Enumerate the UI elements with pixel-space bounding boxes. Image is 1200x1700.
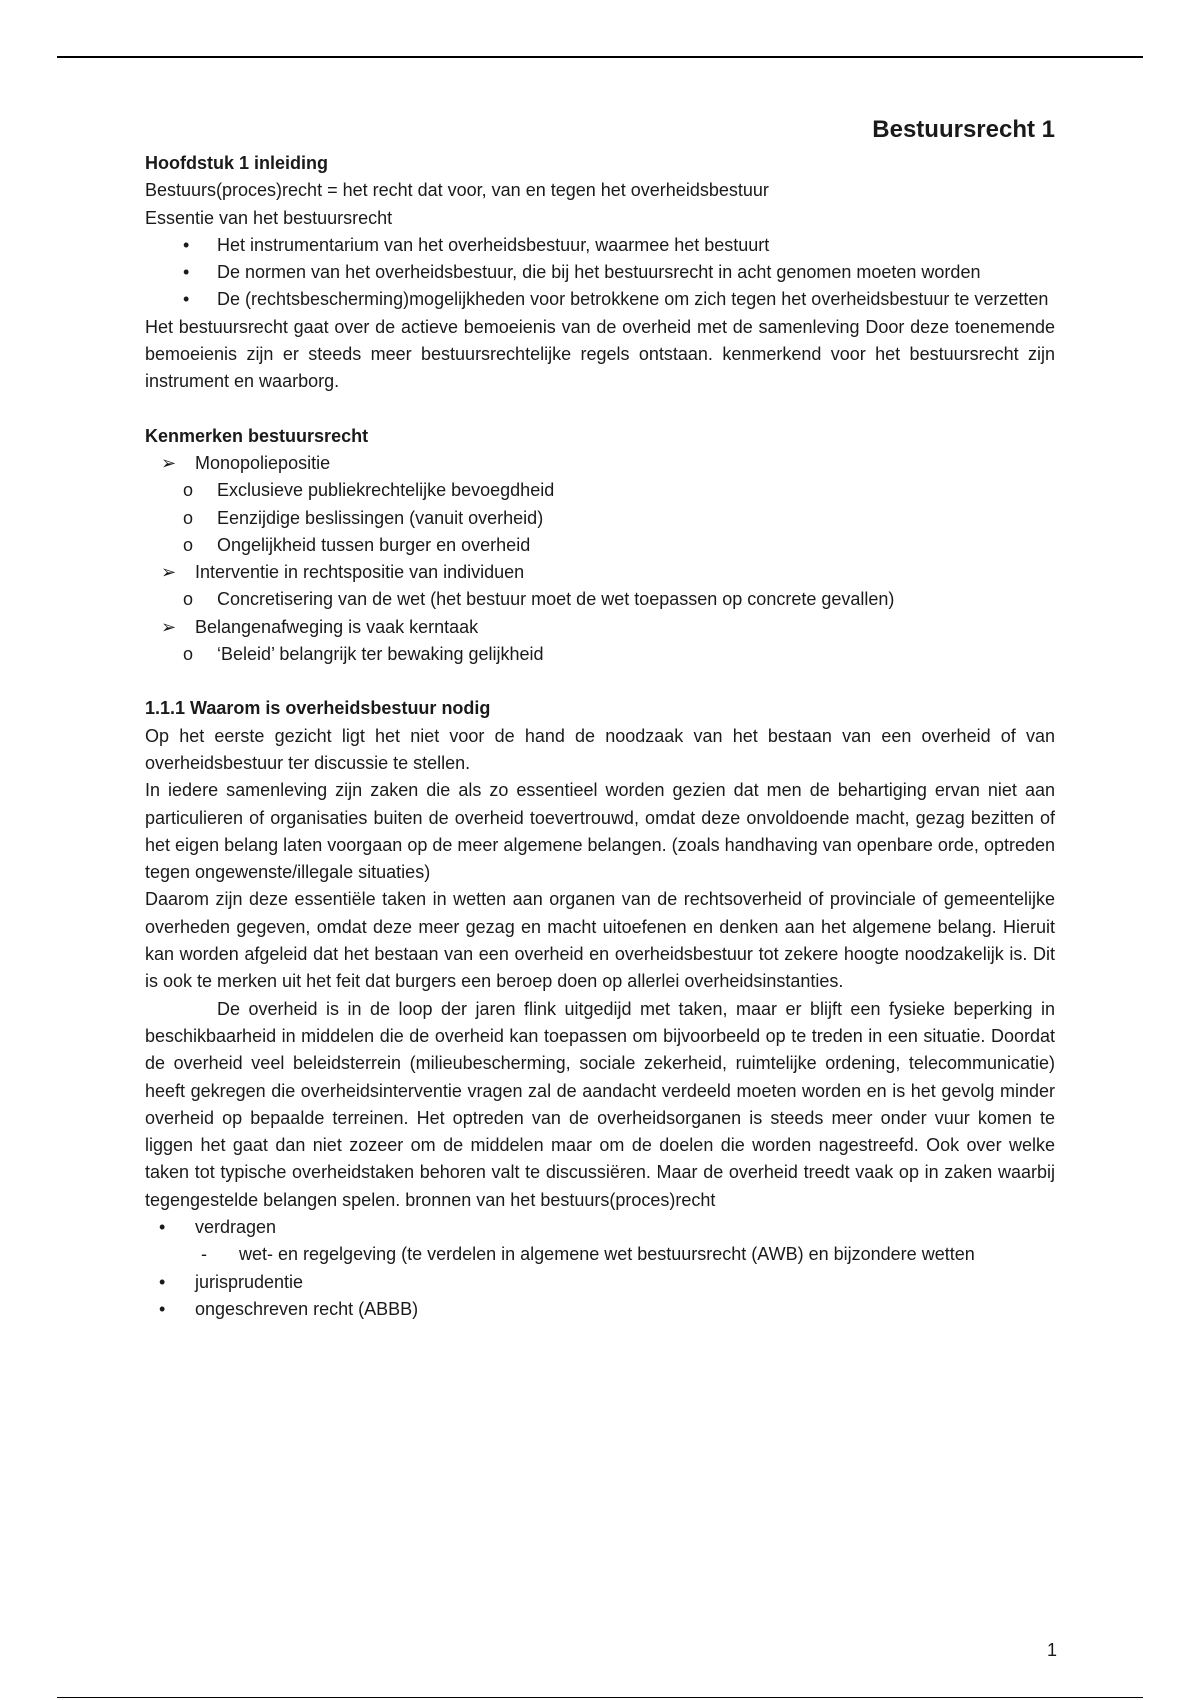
circle-bullet-icon: o — [183, 644, 194, 665]
list-item: • verdragen — [145, 1214, 1055, 1241]
list-item: • De normen van het overheidsbestuur, die bij het bestuursrecht in acht genomen moeten worden — [145, 259, 1055, 286]
arrow-bullet-icon: ➢ — [161, 452, 177, 473]
bullet-icon: • — [183, 289, 190, 310]
body-paragraph: De overheid is in de loop der jaren flink uitgedijd met taken, maar er blijft een fysieke beperking in beschikbaarheid in middelen die de overheid kan toepassen om bijvoorbeeld op te treden in een situatie. Doordat de overheid veel beleidsterrein (milieubescherming, sociale zekerheid, ruimtelijke ordening, telecommunicatie) heeft gekregen die overheidsinterventie vragen zal de aandacht verdeeld moeten worden en is het gevolg minder overheid op bepaalde terreinen. Het optreden van de overheidsorganen is steeds meer onder vuur komen te liggen het gaat dan niet zozeer om de middelen maar om de doelen die worden nagestreefd. Ook over welke taken tot typische overheidstaken behoren valt te discussiëren. Maar de overheid treedt vaak op in zaken waarbij tegengestelde belangen spelen. bronnen van het bestuurs(proces)recht — [145, 998, 1055, 1210]
list-item: • jurisprudentie — [145, 1269, 1055, 1296]
bullet-icon: • — [159, 1271, 166, 1292]
body-paragraph: In iedere samenleving zijn zaken die als zo essentieel worden gezien dat men de behartiging ervan niet aan particulieren of organisaties buiten de overheid toevertrouwd, omdat deze onvoldoende macht, gezag bezitten of het eigen belang laten voorgaan op de meer algemene belangen. (zoals handhaving van openbare orde, optreden tegen ongewenste/illegale situaties) — [145, 780, 1055, 883]
arrow-bullet-icon: ➢ — [161, 562, 177, 583]
body-paragraph: Daarom zijn deze essentiële taken in wetten aan organen van de rechtsoverheid of provinciale of gemeentelijke overheden gegeven, omdat deze meer gezag en macht uitoefenen en denken aan het algemene belang. Hieruit kan worden afgeleid dat het bestaan van een overheid en overheidsbestuur tot zekere hoogte noodzakelijk is. Dit is ook te merken uit het feit dat burgers een beroep doen op allerlei overheidsinstanties. — [145, 889, 1055, 992]
section-heading-1-1-1: 1.1.1 Waarom is overheidsbestuur nodig — [145, 698, 491, 719]
bullet-icon: • — [183, 234, 190, 255]
page-content — [145, 110, 1055, 1323]
list-item: • ongeschreven recht (ABBB) — [145, 1296, 1055, 1323]
list-item: o Concretisering van de wet (het bestuur moet de wet toepassen op concrete gevallen) — [145, 586, 1055, 613]
bullet-icon: • — [183, 262, 190, 283]
intro-paragraph: Het bestuursrecht gaat over de actieve bemoeienis van de overheid met de samenleving Door deze toenemende bemoeienis zijn er steeds meer bestuursrechtelijke regels ontstaan. kenmerkend voor het bestuursrecht zijn instrument en waarborg. — [145, 316, 1055, 392]
characteristics-heading: Kenmerken bestuursrecht — [145, 425, 369, 446]
list-item: o Ongelijkheid tussen burger en overheid — [145, 532, 1055, 559]
circle-bullet-icon: o — [183, 589, 194, 610]
list-item: o ‘Beleid’ belangrijk ter bewaking gelijkheid — [145, 641, 1055, 668]
footer-rule — [57, 1697, 1143, 1698]
bullet-icon: • — [159, 1216, 166, 1237]
chapter-heading: Hoofdstuk 1 inleiding — [145, 153, 328, 173]
characteristics-list — [145, 450, 1055, 668]
body-paragraph: Op het eerste gezicht ligt het niet voor de hand de noodzaak van het bestaan van een overheid of van overheidsbestuur ter discussie te stellen. — [145, 725, 1055, 773]
list-item: o Eenzijdige beslissingen (vanuit overheid) — [145, 505, 1055, 532]
bullet-icon: • — [159, 1298, 166, 1319]
header-rule — [57, 56, 1143, 58]
dash-bullet-icon: - — [201, 1244, 207, 1265]
circle-bullet-icon: o — [183, 507, 194, 528]
list-item: • De (rechtsbescherming)mogelijkheden voor betrokkene om zich tegen het overheidsbestuur te verzetten — [145, 286, 1055, 313]
arrow-bullet-icon: ➢ — [161, 616, 177, 637]
sources-list — [145, 1214, 1055, 1323]
definition-line: Bestuurs(proces)recht = het recht dat voor, van en tegen het overheidsbestuur — [145, 180, 769, 201]
list-item: ➢ Interventie in rechtspositie van individuen — [145, 559, 1055, 586]
page-number: 1 — [1046, 1640, 1057, 1660]
list-item: o Exclusieve publiekrechtelijke bevoegdheid — [145, 477, 1055, 504]
document-title: Bestuursrecht 1 — [872, 116, 1055, 143]
circle-bullet-icon: o — [183, 534, 194, 555]
list-item: ➢ Belangenafweging is vaak kerntaak — [145, 614, 1055, 641]
essence-list — [145, 232, 1055, 314]
essence-heading: Essentie van het bestuursrecht — [145, 207, 393, 228]
list-item: • Het instrumentarium van het overheidsbestuur, waarmee het bestuurt — [145, 232, 1055, 259]
list-item: - wet- en regelgeving (te verdelen in algemene wet bestuursrecht (AWB) en bijzondere wetten — [145, 1241, 1055, 1268]
list-item: ➢ Monopoliepositie — [145, 450, 1055, 477]
circle-bullet-icon: o — [183, 480, 194, 501]
